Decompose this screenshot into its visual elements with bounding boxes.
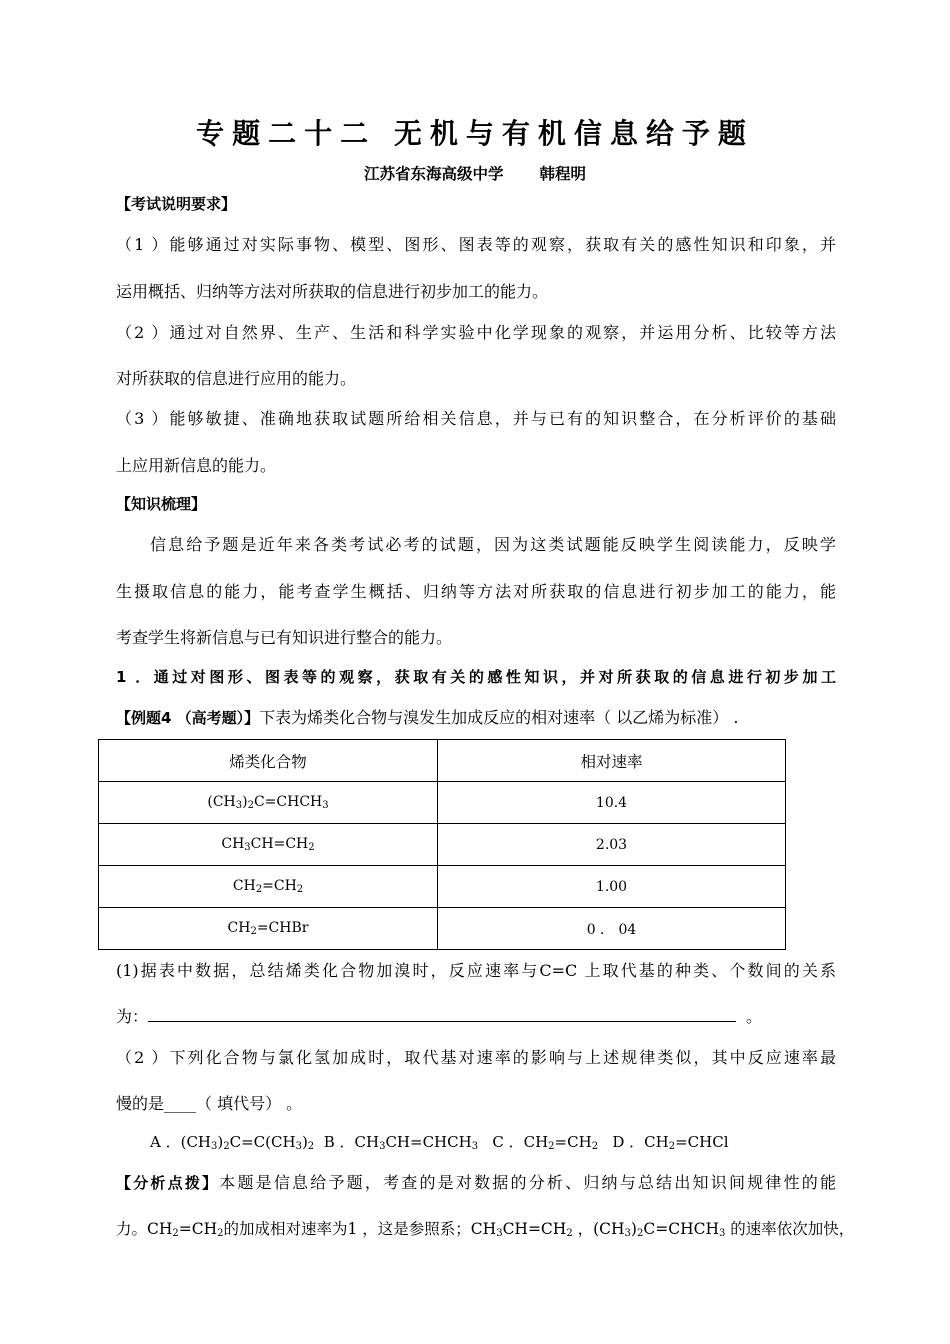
question-2-line2: 慢的是____（ 填代号） 。 bbox=[116, 1094, 303, 1113]
table-header-rate: 相对速率 bbox=[438, 740, 786, 782]
table-cell-rate: 1.00 bbox=[438, 866, 786, 908]
section-heading-requirements: 【考试说明要求】 bbox=[116, 195, 237, 213]
requirement-1-line2: 运用概括、归纳等方法对所获取的信息进行初步加工的能力。 bbox=[116, 282, 549, 301]
table-cell-rate: 0 ． 04 bbox=[438, 908, 786, 950]
author-school: 江苏省东海高级中学 bbox=[363, 165, 504, 183]
analysis-line1 bbox=[116, 1170, 836, 1193]
table-cell-compound: $CH_2=CH_2$ bbox=[99, 866, 438, 908]
section-heading-knowledge: 【知识梳理】 bbox=[116, 495, 207, 513]
table-cell-compound: $CH_3CH=CH_2$ bbox=[99, 824, 438, 866]
author-name: 韩程明 bbox=[539, 165, 587, 183]
point-1-heading: 1 ．通过对图形、图表等的观察，获取有关的感性知识，并对所获取的信息进行初步加工 bbox=[116, 668, 836, 686]
table-cell-rate: 2.03 bbox=[438, 824, 786, 866]
requirement-2-line1: （2 ）通过对自然界、生产、生活和科学实验中化学现象的观察，并运用分析、比较等方法 bbox=[116, 323, 836, 342]
answer-blank bbox=[148, 1007, 736, 1022]
table-cell-rate: 10.4 bbox=[438, 782, 786, 824]
knowledge-paragraph-line2: 生摄取信息的能力，能考查学生概括、归纳等方法对所获取的信息进行初步加工的能力，能 bbox=[116, 582, 836, 601]
table-row bbox=[99, 782, 786, 824]
analysis-line2: 力。$CH_2=CH_2$的加成相对速率为1 ，这是参照系；$CH_3CH=CH_2$ ，$(CH_3)_2C=CHCH_3$ 的速率依次加快， bbox=[116, 1220, 855, 1239]
analysis-label: 【分析点拨】 bbox=[116, 1174, 220, 1192]
rate-table bbox=[98, 739, 786, 950]
knowledge-paragraph-line3: 考查学生将新信息与已有知识进行整合的能力。 bbox=[116, 628, 453, 647]
table-cell-compound: $CH_2=CHBr$ bbox=[99, 908, 438, 950]
table-row bbox=[99, 908, 786, 950]
requirement-1-line1: （1 ）能够通过对实际事物、模型、图形、图表等的观察，获取有关的感性知识和印象，并 bbox=[116, 235, 836, 254]
page-title: 专题二十二 无机与有机信息给予题 bbox=[196, 117, 754, 150]
example-label: 【例题4 （高考题）】 bbox=[116, 709, 260, 727]
requirement-3-line2: 上应用新信息的能力。 bbox=[116, 456, 277, 475]
requirement-3-line1: （3 ）能够敏捷、准确地获取试题所给相关信息，并与已有的知识整合，在分析评价的基础 bbox=[116, 409, 836, 428]
example-text: 下表为烯类化合物与溴发生加成反应的相对速率（ 以乙烯为标准） . bbox=[259, 708, 739, 727]
question-1-suffix: 。 bbox=[746, 1007, 763, 1026]
analysis-text-1: 本题是信息给予题，考查的是对数据的分析、归纳与总结出知识间规律性的能 bbox=[219, 1173, 836, 1192]
question-1-prefix: 为： bbox=[116, 1007, 149, 1026]
question-2-options: A ．$(CH_3)_2C=C(CH_3)_2$ B ．$CH_3CH=CHCH_3$ C ．$CH_2=CH_2$ D ．$CH_2=CHCl$ bbox=[150, 1133, 729, 1152]
question-1-line2 bbox=[116, 1004, 836, 1027]
knowledge-paragraph-line1: 信息给予题是近年来各类考试必考的试题，因为这类试题能反映学生阅读能力，反映学 bbox=[150, 535, 836, 554]
table-header-row bbox=[99, 740, 786, 782]
table-cell-compound: $(CH_3)_2C=CHCH_3$ bbox=[99, 782, 438, 824]
table-row bbox=[99, 824, 786, 866]
example-intro bbox=[116, 705, 836, 728]
question-1-line1: (1)据表中数据，总结烯类化合物加溴时，反应速率与C=C 上取代基的种类、个数间的关系 bbox=[116, 961, 836, 980]
table-header-compound: 烯类化合物 bbox=[99, 740, 438, 782]
author-line bbox=[0, 162, 950, 184]
question-2-line1: （2 ）下列化合物与氯化氢加成时，取代基对速率的影响与上述规律类似，其中反应速率最 bbox=[116, 1048, 836, 1067]
table-row bbox=[99, 866, 786, 908]
requirement-2-line2: 对所获取的信息进行应用的能力。 bbox=[116, 369, 357, 388]
